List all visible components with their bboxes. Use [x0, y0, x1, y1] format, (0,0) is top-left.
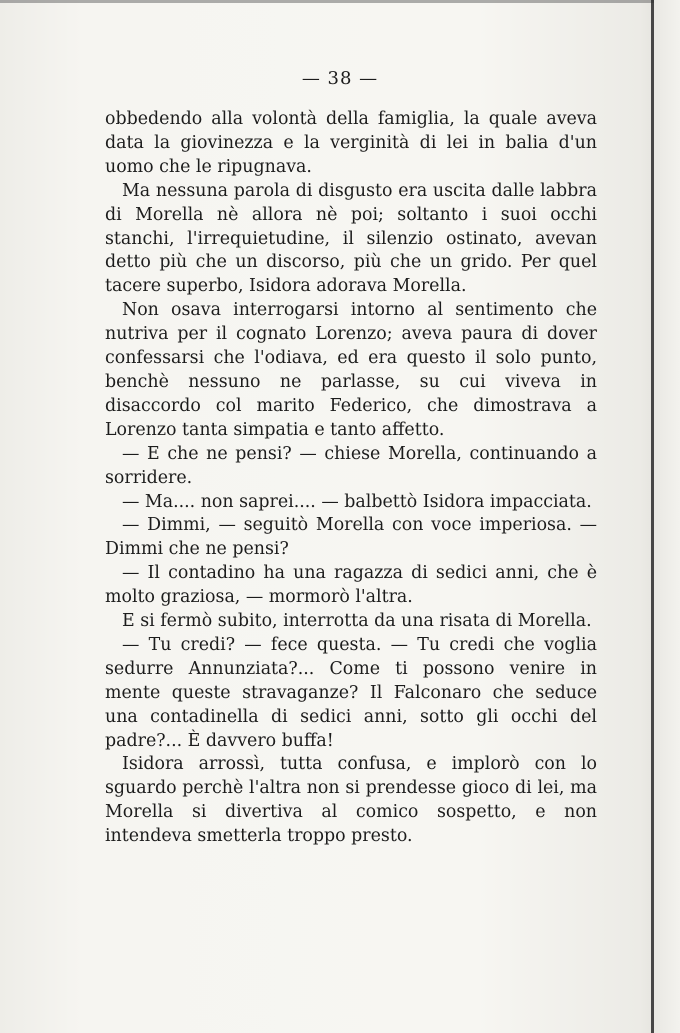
paragraph-8: E si fermò subito, interrotta da una risata di Morella. [122, 611, 592, 632]
paragraph-3: Non osava interrogarsi intorno al sentimento che nutriva per il cognato Lorenzo; aveva paura di dover confessarsi che l'odiava, ed era questo il solo punto, benchè nessuno ne parlasse, su cui viveva in disaccordo col marito Federico, che dimostrava a Lorenzo tanta simpatia e tanto affetto. [105, 300, 597, 440]
top-edge-line [0, 0, 680, 3]
paragraph-6: — Dimmi, — seguitò Morella con voce imperiosa. — Dimmi che ne pensi? [105, 515, 597, 560]
paragraph-2: Ma nessuna parola di disgusto era uscita dalle labbra di Morella nè allora nè poi; soltanto i suoi occhi stanchi, l'irrequietudine, il silenzio ostinato, avevan detto più che un discorso, più che un grido. Per quel tacere superbo, Isidora adorava Morella. [105, 180, 597, 297]
paragraph-1: obbedendo alla volontà della famiglia, la quale aveva data la giovinezza e la verginità di lei in balia d'un uomo che le ripugnava. [105, 109, 597, 177]
page-margin-strip [654, 0, 680, 1033]
paragraph-9: — Tu credi? — fece questa. — Tu credi che voglia sedurre Annunziata?... Come ti possono venire in mente queste stravaganze? Il Falconaro che seduce una contadinella di sedici anni, sotto gli occhi del padre?... È davvero buffa! [105, 634, 597, 751]
paragraph-4: — E che ne pensi? — chiese Morella, continuando a sorridere. [105, 443, 597, 488]
page-gutter-line [651, 0, 654, 1033]
paragraph-5: — Ma.... non saprei.... — balbettò Isidora impacciata. [122, 491, 592, 512]
paragraph-7: — Il contadino ha una ragazza di sedici anni, che è molto graziosa, — mormorò l'altra. [105, 563, 597, 608]
body-text [105, 108, 597, 849]
paragraph-10: Isidora arrossì, tutta confusa, e implorò con lo sguardo perchè l'altra non si prendesse gioco di lei, ma Morella si divertiva al comico sospetto, e non intendeva smetterla troppo presto. [105, 754, 597, 847]
page-number: — 38 — [301, 68, 379, 89]
